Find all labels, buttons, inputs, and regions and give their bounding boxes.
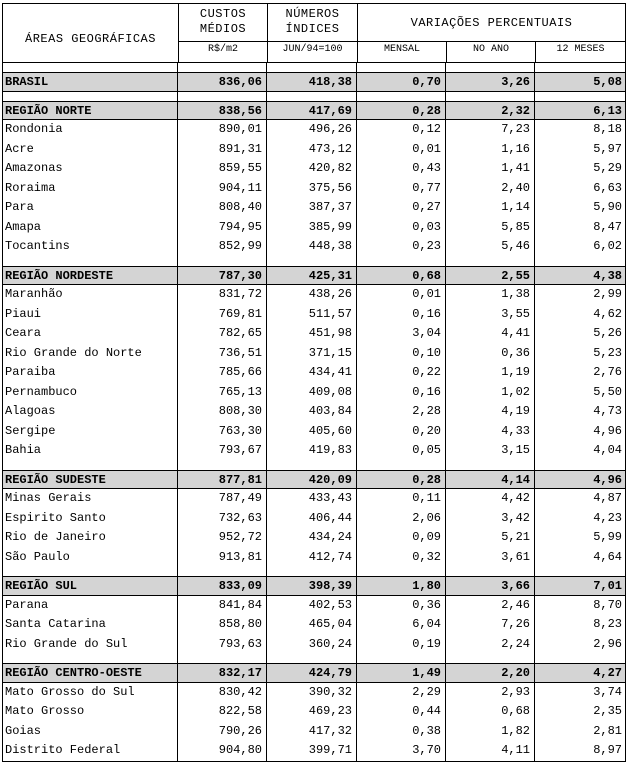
group-spacer — [2, 461, 626, 470]
variacao-mensal-cell: 0,20 — [412, 423, 441, 438]
table-row — [2, 237, 626, 257]
table-body — [2, 63, 626, 762]
variacao-12-meses-cell: 5,99 — [593, 530, 622, 544]
variacao-no-ano-cell: 3,42 — [501, 510, 530, 525]
numeros-unit: JUN/94=100 — [282, 44, 343, 55]
table-row — [2, 722, 626, 742]
variacao-12-meses-cell: 2,35 — [593, 704, 622, 718]
custo-medio-cell: 836,06 — [218, 75, 262, 89]
numero-indice-cell: 469,23 — [308, 704, 352, 718]
geographic-costs-table — [2, 3, 626, 762]
area-name-cell: Rio Grande do Norte — [5, 345, 142, 360]
custos-line2: MÉDIOS — [199, 22, 247, 36]
area-name-cell: Piaui — [5, 306, 42, 321]
custo-medio-cell: 904,11 — [218, 180, 262, 195]
region-row — [2, 576, 626, 596]
custo-medio-cell: 831,72 — [218, 287, 262, 301]
variacao-12-meses-cell: 6,63 — [593, 180, 622, 195]
table-row — [2, 120, 626, 140]
custo-medio-cell: 838,56 — [218, 103, 262, 118]
table-row — [2, 596, 626, 616]
custo-medio-cell: 952,72 — [218, 530, 262, 544]
group-spacer — [2, 257, 626, 266]
variacao-no-ano-cell: 4,42 — [501, 491, 530, 505]
numero-indice-cell: 496,26 — [308, 122, 352, 136]
variacao-12-meses-cell: 3,74 — [593, 684, 622, 699]
custo-medio-cell: 890,01 — [218, 122, 262, 136]
area-name-cell: Roraima — [5, 180, 56, 195]
custo-medio-cell: 787,49 — [218, 491, 262, 505]
variacao-12-meses-cell: 4,64 — [593, 549, 622, 564]
custo-medio-cell: 785,66 — [218, 365, 262, 379]
numero-indice-cell: 420,82 — [308, 161, 352, 175]
table-row — [2, 218, 626, 238]
variacoes-header: VARIAÇÕES PERCENTUAIS — [410, 16, 573, 30]
group-spacer — [2, 63, 626, 72]
variacao-no-ano-cell: 2,32 — [501, 103, 530, 118]
variacao-no-ano-cell: 1,41 — [501, 161, 530, 175]
variacao-no-ano-cell: 3,66 — [501, 579, 530, 593]
variacao-no-ano-cell: 3,26 — [501, 75, 530, 89]
variacao-12-meses-cell: 4,96 — [593, 472, 622, 487]
variacao-12-meses-cell: 4,96 — [593, 423, 622, 438]
variacao-12-meses-cell: 2,96 — [593, 636, 622, 651]
variacao-mensal-cell: 3,04 — [412, 326, 441, 340]
custo-medio-cell: 830,42 — [218, 684, 262, 699]
variacao-no-ano-cell: 1,38 — [501, 287, 530, 301]
numero-indice-cell: 418,38 — [308, 75, 352, 89]
variacao-no-ano-cell: 1,82 — [501, 723, 530, 738]
area-name-cell: Maranhão — [5, 287, 63, 301]
area-name-cell: REGIÃO SUL — [5, 579, 78, 593]
variacao-mensal-cell: 0,10 — [412, 345, 441, 360]
area-name-cell: Ceara — [5, 326, 42, 340]
numero-indice-cell: 465,04 — [308, 617, 352, 631]
table-row — [2, 635, 626, 655]
variacao-no-ano-cell: 2,55 — [501, 268, 530, 283]
table-row — [2, 702, 626, 722]
area-name-cell: Mato Grosso — [5, 704, 85, 718]
variacao-mensal-cell: 0,05 — [412, 443, 441, 457]
area-name-cell: Parana — [5, 597, 49, 612]
variacao-no-ano-cell: 1,02 — [501, 384, 530, 399]
variacao-no-ano-cell: 4,19 — [501, 404, 530, 418]
custo-medio-cell: 793,67 — [218, 443, 262, 457]
table-row — [2, 528, 626, 548]
area-name-cell: REGIÃO CENTRO-OESTE — [5, 666, 142, 680]
table-row — [2, 179, 626, 199]
custo-medio-cell: 833,09 — [218, 579, 262, 593]
numero-indice-cell: 375,56 — [308, 180, 352, 195]
numero-indice-cell: 360,24 — [308, 636, 352, 651]
custo-medio-cell: 808,30 — [218, 404, 262, 418]
variacao-mensal-cell: 0,28 — [412, 103, 441, 118]
table-row — [2, 305, 626, 325]
numero-indice-cell: 473,12 — [308, 141, 352, 156]
variacao-mensal-cell: 0,03 — [412, 219, 441, 234]
area-name-cell: Paraiba — [5, 365, 56, 379]
variacao-12-meses-cell: 4,38 — [593, 268, 622, 283]
region-row — [2, 101, 626, 121]
area-name-cell: Bahia — [5, 443, 42, 457]
table-row — [2, 198, 626, 218]
variacao-no-ano-cell: 3,55 — [501, 306, 530, 321]
variacao-mensal-cell: 3,70 — [412, 743, 441, 757]
variacao-no-ano-cell: 5,85 — [501, 219, 530, 234]
area-name-cell: Acre — [5, 141, 34, 156]
variacao-no-ano-cell: 2,93 — [501, 684, 530, 699]
area-name-cell: Pernambuco — [5, 384, 78, 399]
area-name-cell: Amazonas — [5, 161, 63, 175]
variacao-no-ano-cell: 1,19 — [501, 365, 530, 379]
table-row — [2, 683, 626, 703]
numero-indice-cell: 451,98 — [308, 326, 352, 340]
table-row — [2, 615, 626, 635]
custo-medio-cell: 790,26 — [218, 723, 262, 738]
variacao-12-meses-cell: 5,90 — [593, 200, 622, 214]
variacao-mensal-cell: 1,80 — [412, 579, 441, 593]
custo-medio-cell: 822,58 — [218, 704, 262, 718]
variacao-no-ano-cell: 1,14 — [501, 200, 530, 214]
custo-medio-cell: 787,30 — [218, 268, 262, 283]
variacao-12-meses-cell: 4,04 — [593, 443, 622, 457]
area-name-cell: São Paulo — [5, 549, 70, 564]
numero-indice-cell: 405,60 — [308, 423, 352, 438]
custo-medio-cell: 794,95 — [218, 219, 262, 234]
variacao-no-ano-cell: 2,46 — [501, 597, 530, 612]
numero-indice-cell: 399,71 — [308, 743, 352, 757]
variacao-no-ano-cell: 1,16 — [501, 141, 530, 156]
area-name-cell: Rio de Janeiro — [5, 530, 106, 544]
table-row — [2, 441, 626, 461]
variacao-mensal-cell: 0,77 — [412, 180, 441, 195]
area-name-cell: REGIÃO NORDESTE — [5, 268, 114, 283]
variacao-12-meses-cell: 6,02 — [593, 239, 622, 253]
area-name-cell: REGIÃO NORTE — [5, 103, 92, 118]
variacao-no-ano-cell: 4,41 — [501, 326, 530, 340]
variacao-no-ano-cell: 4,14 — [501, 472, 530, 487]
variacao-12-meses-cell: 5,29 — [593, 161, 622, 175]
area-name-cell: Minas Gerais — [5, 491, 92, 505]
area-name-cell: Sergipe — [5, 423, 56, 438]
table-row — [2, 489, 626, 509]
custo-medio-cell: 891,31 — [218, 141, 262, 156]
variacao-mensal-cell: 0,70 — [412, 75, 441, 89]
area-name-cell: Goias — [5, 723, 42, 738]
table-header — [2, 3, 626, 63]
custo-medio-cell: 763,30 — [218, 423, 262, 438]
region-row — [2, 72, 626, 92]
custo-medio-cell: 877,81 — [218, 472, 262, 487]
mensal-header: MENSAL — [383, 44, 420, 55]
numero-indice-cell: 409,08 — [308, 384, 352, 399]
table-row — [2, 422, 626, 442]
custo-medio-cell: 732,63 — [218, 510, 262, 525]
no-ano-header: NO ANO — [472, 44, 509, 55]
area-name-cell: Rio Grande do Sul — [5, 636, 128, 651]
variacao-mensal-cell: 0,16 — [412, 306, 441, 321]
table-row — [2, 324, 626, 344]
variacao-mensal-cell: 0,44 — [412, 704, 441, 718]
group-spacer — [2, 654, 626, 663]
variacao-12-meses-cell: 6,13 — [593, 103, 622, 118]
numero-indice-cell: 419,83 — [308, 443, 352, 457]
custo-medio-cell: 852,99 — [218, 239, 262, 253]
group-spacer — [2, 92, 626, 101]
variacao-12-meses-cell: 5,50 — [593, 384, 622, 399]
variacao-12-meses-cell: 7,01 — [593, 579, 622, 593]
custos-unit: R$/m2 — [207, 44, 238, 55]
numero-indice-cell: 398,39 — [308, 579, 352, 593]
variacao-no-ano-cell: 7,26 — [501, 617, 530, 631]
variacao-mensal-cell: 0,09 — [412, 530, 441, 544]
variacao-12-meses-cell: 4,73 — [593, 404, 622, 418]
variacao-12-meses-cell: 8,18 — [593, 122, 622, 136]
variacao-mensal-cell: 0,32 — [412, 549, 441, 564]
area-name-cell: REGIÃO SUDESTE — [5, 472, 106, 487]
variacao-12-meses-cell: 8,47 — [593, 219, 622, 234]
doze-meses-header: 12 MESES — [556, 44, 605, 55]
numero-indice-cell: 417,69 — [308, 103, 352, 118]
custo-medio-cell: 782,65 — [218, 326, 262, 340]
numero-indice-cell: 417,32 — [308, 723, 352, 738]
variacao-no-ano-cell: 4,33 — [501, 423, 530, 438]
variacao-mensal-cell: 0,36 — [412, 597, 441, 612]
custo-medio-cell: 765,13 — [218, 384, 262, 399]
numero-indice-cell: 434,24 — [308, 530, 352, 544]
numero-indice-cell: 406,44 — [308, 510, 352, 525]
area-name-cell: Distrito Federal — [5, 743, 121, 757]
custo-medio-cell: 904,80 — [218, 743, 262, 757]
variacao-12-meses-cell: 5,23 — [593, 345, 622, 360]
variacao-mensal-cell: 0,12 — [412, 122, 441, 136]
variacao-12-meses-cell: 8,70 — [593, 597, 622, 612]
numero-indice-cell: 433,43 — [308, 491, 352, 505]
variacao-mensal-cell: 0,22 — [412, 365, 441, 379]
numero-indice-cell: 511,57 — [308, 306, 352, 321]
variacao-mensal-cell: 0,16 — [412, 384, 441, 399]
variacao-12-meses-cell: 8,23 — [593, 617, 622, 631]
variacao-no-ano-cell: 2,24 — [501, 636, 530, 651]
custo-medio-cell: 841,84 — [218, 597, 262, 612]
table-row — [2, 140, 626, 160]
numero-indice-cell: 438,26 — [308, 287, 352, 301]
variacao-12-meses-cell: 4,62 — [593, 306, 622, 321]
variacao-no-ano-cell: 7,23 — [501, 122, 530, 136]
area-name-cell: Tocantins — [5, 239, 70, 253]
area-name-cell: BRASIL — [5, 75, 49, 89]
numero-indice-cell: 390,32 — [308, 684, 352, 699]
table-row — [2, 741, 626, 762]
variacao-mensal-cell: 1,49 — [412, 666, 441, 680]
variacao-mensal-cell: 2,29 — [412, 684, 441, 699]
numero-indice-cell: 371,15 — [308, 345, 352, 360]
variacao-mensal-cell: 2,06 — [412, 510, 441, 525]
variacao-mensal-cell: 0,01 — [412, 287, 441, 301]
variacao-mensal-cell: 0,28 — [412, 472, 441, 487]
custo-medio-cell: 808,40 — [218, 200, 262, 214]
numero-indice-cell: 403,84 — [308, 404, 352, 418]
custo-medio-cell: 769,81 — [218, 306, 262, 321]
variacao-mensal-cell: 0,23 — [412, 239, 441, 253]
numero-indice-cell: 412,74 — [308, 549, 352, 564]
variacao-12-meses-cell: 2,81 — [593, 723, 622, 738]
table-row — [2, 548, 626, 568]
variacao-no-ano-cell: 5,21 — [501, 530, 530, 544]
variacao-mensal-cell: 0,43 — [412, 161, 441, 175]
custo-medio-cell: 832,17 — [218, 666, 262, 680]
table-row — [2, 285, 626, 305]
variacao-mensal-cell: 0,11 — [412, 491, 441, 505]
variacao-mensal-cell: 0,01 — [412, 141, 441, 156]
table-row — [2, 509, 626, 529]
variacao-12-meses-cell: 8,97 — [593, 743, 622, 757]
numero-indice-cell: 387,37 — [308, 200, 352, 214]
area-name-cell: Para — [5, 200, 34, 214]
numero-indice-cell: 448,38 — [308, 239, 352, 253]
variacao-no-ano-cell: 3,61 — [501, 549, 530, 564]
variacao-no-ano-cell: 2,40 — [501, 180, 530, 195]
custo-medio-cell: 858,80 — [218, 617, 262, 631]
variacao-no-ano-cell: 0,68 — [501, 704, 530, 718]
area-name-cell: Mato Grosso do Sul — [5, 684, 135, 699]
area-name-cell: Espirito Santo — [5, 510, 106, 525]
numero-indice-cell: 434,41 — [308, 365, 352, 379]
area-name-cell: Santa Catarina — [5, 617, 106, 631]
variacao-no-ano-cell: 4,11 — [501, 743, 530, 757]
group-spacer — [2, 567, 626, 576]
numeros-line1: NÚMEROS — [285, 7, 340, 21]
region-row — [2, 470, 626, 490]
variacao-12-meses-cell: 2,99 — [593, 287, 622, 301]
variacao-no-ano-cell: 2,20 — [501, 666, 530, 680]
areas-geograficas-header: ÁREAS GEOGRÁFICAS — [25, 32, 156, 46]
numero-indice-cell: 385,99 — [308, 219, 352, 234]
variacao-no-ano-cell: 3,15 — [501, 443, 530, 457]
numero-indice-cell: 425,31 — [308, 268, 352, 283]
variacao-mensal-cell: 0,38 — [412, 723, 441, 738]
custo-medio-cell: 736,51 — [218, 345, 262, 360]
table-row — [2, 344, 626, 364]
variacao-no-ano-cell: 0,36 — [501, 345, 530, 360]
variacao-12-meses-cell: 2,76 — [593, 365, 622, 379]
variacao-mensal-cell: 0,68 — [412, 268, 441, 283]
variacao-12-meses-cell: 5,97 — [593, 141, 622, 156]
area-name-cell: Alagoas — [5, 404, 56, 418]
custos-line1: CUSTOS — [199, 7, 247, 21]
area-name-cell: Amapa — [5, 219, 42, 234]
variacao-12-meses-cell: 5,26 — [593, 326, 622, 340]
variacao-12-meses-cell: 4,87 — [593, 491, 622, 505]
table-row — [2, 383, 626, 403]
numeros-line2: ÍNDICES — [285, 22, 340, 36]
variacao-mensal-cell: 2,28 — [412, 404, 441, 418]
custo-medio-cell: 913,81 — [218, 549, 262, 564]
region-row — [2, 663, 626, 683]
variacao-mensal-cell: 0,19 — [412, 636, 441, 651]
variacao-12-meses-cell: 5,08 — [593, 75, 622, 89]
variacao-12-meses-cell: 4,23 — [593, 510, 622, 525]
numero-indice-cell: 402,53 — [308, 597, 352, 612]
custo-medio-cell: 793,63 — [218, 636, 262, 651]
table-row — [2, 159, 626, 179]
table-row — [2, 402, 626, 422]
custo-medio-cell: 859,55 — [218, 161, 262, 175]
variacao-12-meses-cell: 4,27 — [593, 666, 622, 680]
variacao-no-ano-cell: 5,46 — [501, 239, 530, 253]
region-row — [2, 266, 626, 286]
numero-indice-cell: 424,79 — [308, 666, 352, 680]
numero-indice-cell: 420,09 — [308, 472, 352, 487]
table-row — [2, 363, 626, 383]
variacao-mensal-cell: 6,04 — [412, 617, 441, 631]
variacao-mensal-cell: 0,27 — [412, 200, 441, 214]
area-name-cell: Rondonia — [5, 122, 63, 136]
